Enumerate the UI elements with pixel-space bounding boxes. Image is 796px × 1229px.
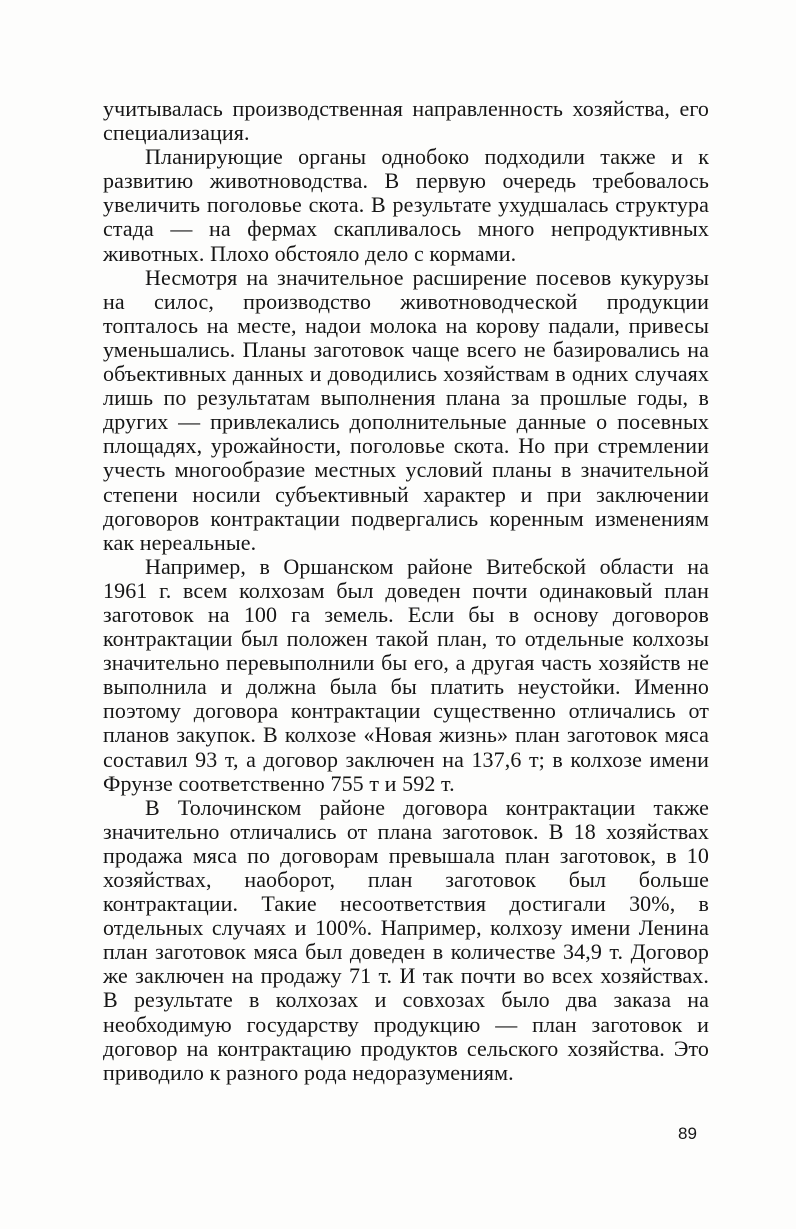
paragraph: Например, в Оршанском районе Витебской области на 1961 г. всем колхозам был доведен почти одинаковый план заготовок на 100 га земель. Если бы в основу договоров контрактации был положен такой план, то отдельные колхозы значительно перевыполнили бы его, а другая часть хозяйств не выполнила и должна была бы платить неустойки. Именно поэтому договора контрактации существенно отличались от планов закупок. В колхозе «Новая жизнь» план заготовок мяса составил 93 т, а договор заключен на 137,6 т; в колхозе имени Фрунзе соответственно 755 т и 592 т. — [103, 553, 709, 796]
paragraph: В Толочинском районе договора контрактации также значительно отличались от плана заготовок. В 18 хозяйствах продажа мяса по договорам превышала план заготовок, в 10 хозяйствах, наоборот, план заготовок был больше контрактации. Такие несоответствия достигали 30%, в отдельных случаях и 100%. Например, колхозу имени Ленина план заготовок мяса был доведен в количестве 34,9 т. Договор же заключен на продажу 71 т. И так почти во всех хозяйствах. В результате в колхозах и совхозах было два заказа на необходимую государству продукцию — план заготовок и договор на контрактацию продуктов сельского хозяйства. Это приводило к разного рода недоразумениям. — [103, 794, 709, 1085]
paragraph-continuation: учитывалась производственная направленность хозяйства, его специализация. — [103, 96, 709, 146]
paragraph: Несмотря на значительное расширение посевов кукурузы на силос, производство животноводческой продукции топталось на месте, надои молока на корову падали, привесы уменьшались. Планы заготовок чаще всего не базировались на объективных данных и доводились хозяйствам в одних случаях лишь по результатам выполнения плана за прошлые годы, в других — привлекались дополнительные данные о посевных площадях, урожайности, поголовье скота. Но при стремлении учесть многообразие местных условий планы в значительной степени носили субъективный характер и при заключении договоров контрактации подвергались коренным изменениям как нереальные. — [103, 264, 709, 555]
paragraph: Планирующие органы однобоко подходили также и к развитию животноводства. В первую очередь требовалось увеличить поголовье скота. В результате ухудшалась структура стада — на фермах скапливалось много непродуктивных животных. Плохо обстояло дело с кормами. — [103, 144, 709, 266]
body-text — [103, 97, 709, 1085]
page-number: 89 — [678, 1124, 697, 1143]
